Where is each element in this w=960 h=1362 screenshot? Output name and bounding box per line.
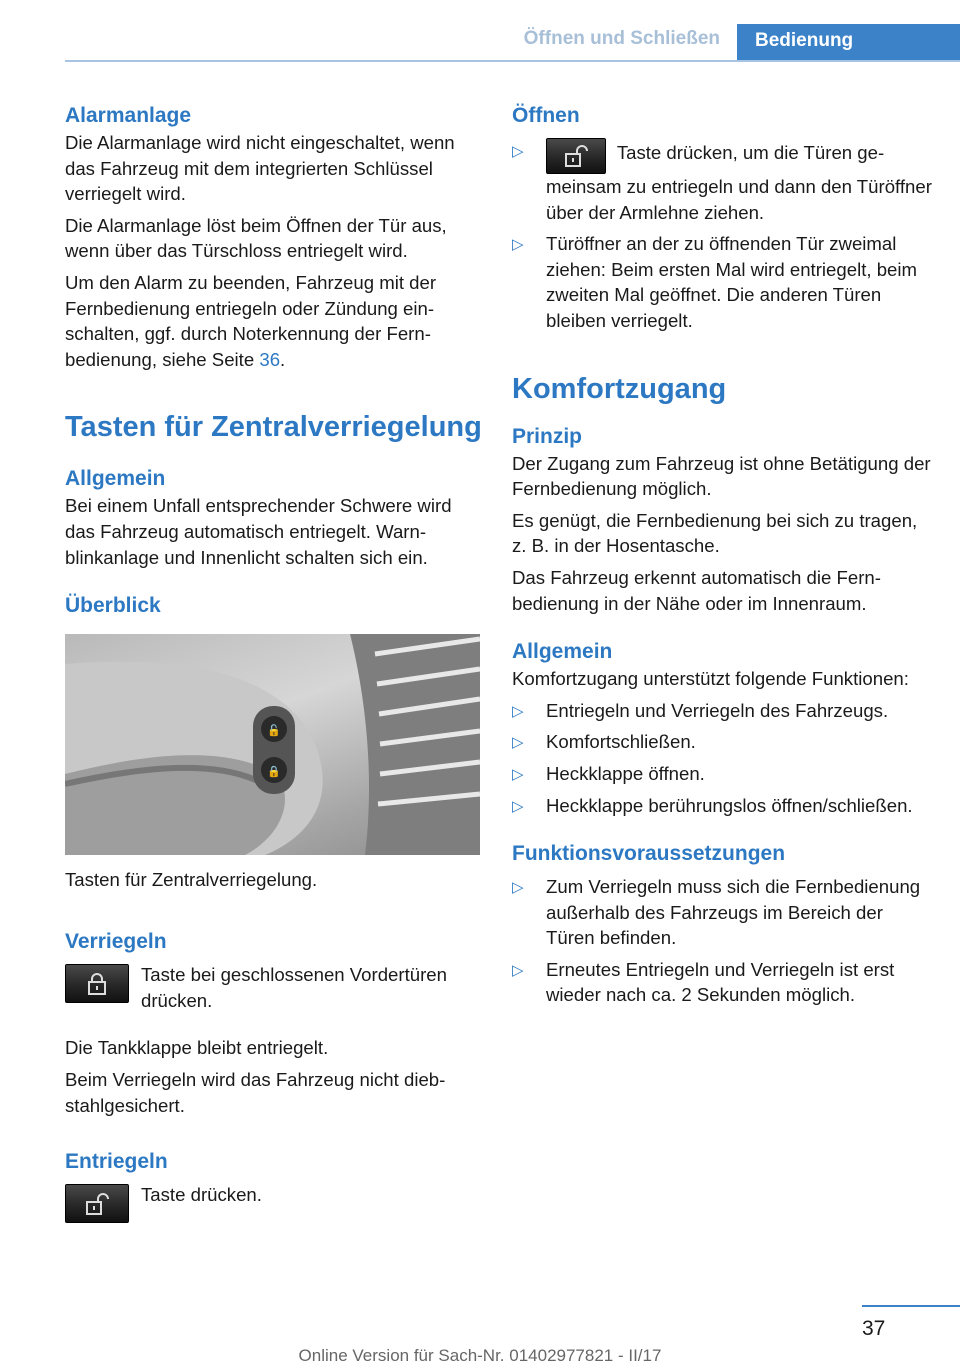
open-heading: Öffnen bbox=[512, 104, 580, 127]
page-reference-link[interactable]: 36 bbox=[259, 348, 281, 370]
general-paragraph-right: Komfortzugang unterstützt folgende Funktionen: bbox=[512, 668, 909, 690]
triangle-bullet-icon: ▷ bbox=[512, 797, 524, 815]
list-item: ▷ Heckklappe öffnen. bbox=[512, 761, 932, 787]
alarm-paragraph-1: Die Alarmanlage wird nicht eingeschaltet, wenn das Fahrzeug mit dem integrierten Schlüssel verriegelt wird. bbox=[65, 132, 455, 205]
triangle-bullet-icon: ▷ bbox=[512, 702, 524, 720]
principle-paragraph-1: Der Zugang zum Fahrzeug ist ohne Betätigung der Fernbedienung möglich. bbox=[512, 452, 931, 500]
unlock-heading: Entriegeln bbox=[65, 1150, 168, 1174]
online-version-text: Online Version für Sach-Nr. 01402977821 - II/17 bbox=[298, 1346, 662, 1362]
list-item: ▷ Komfortschließen. bbox=[512, 729, 932, 755]
list-item: ▷ Erneutes Entriegeln und Verriegeln ist erst wieder nach ca. 2 Sekunden möglich. bbox=[512, 958, 895, 1006]
general-heading: Allgemein bbox=[65, 467, 166, 491]
page-number: 37 bbox=[862, 1317, 886, 1340]
door-panel-photo bbox=[65, 634, 480, 855]
alarm-heading: Alarmanlage bbox=[65, 104, 192, 127]
general-paragraph: Bei einem Unfall entsprechender Schwere wird das Fahrzeug automatisch entriegelt. Warnblinkanlage und Innenlicht schalten sich ein. bbox=[65, 495, 452, 568]
functions-list bbox=[512, 698, 932, 818]
header-divider bbox=[65, 60, 960, 62]
footer-divider bbox=[862, 1305, 960, 1307]
figure-caption: Tasten für Zentralverriegelung. bbox=[65, 869, 318, 891]
triangle-bullet-icon: ▷ bbox=[512, 143, 524, 160]
open-list bbox=[512, 138, 932, 334]
triangle-bullet-icon: ▷ bbox=[512, 236, 524, 254]
principle-paragraph-2: Es genügt, die Fernbedienung bei sich zu tragen, z. B. in der Hosentasche. bbox=[512, 509, 918, 557]
unlock-key-description: Taste drücken. bbox=[141, 1184, 262, 1206]
svg-text:🔒: 🔒 bbox=[267, 766, 281, 779]
lock-heading: Verriegeln bbox=[65, 930, 167, 954]
list-item: ▷ Heckklappe berührungslos öffnen/schließen. bbox=[512, 793, 932, 819]
list-item: ▷ Türöffner an der zu öffnenden Tür zweimal ziehen: Beim ersten Mal wird entriegelt, beim zweiten Mal geöffnet. Die anderen Türen bleiben verriegelt. bbox=[512, 233, 918, 331]
central-locking-heading: Tasten für Zentralverriegelung bbox=[65, 411, 482, 444]
requirements-heading: Funktionsvoraussetzungen bbox=[512, 842, 786, 866]
triangle-bullet-icon: ▷ bbox=[512, 961, 524, 979]
unlock-button-icon bbox=[65, 1184, 129, 1223]
lock-paragraph-1: Die Tankklappe bleibt entriegelt. bbox=[65, 1037, 329, 1059]
triangle-bullet-icon: ▷ bbox=[512, 879, 524, 897]
alarm-paragraph-3: Um den Alarm zu beenden, Fahrzeug mit der Fernbedienung entriegeln oder Zündung einschalten, ggf. durch Noterkennung der Fernbedienung, siehe Seite 36. bbox=[65, 271, 437, 370]
principle-heading: Prinzip bbox=[512, 424, 583, 448]
list-item: ▷ Entriegeln und Verriegeln des Fahrzeugs. bbox=[512, 698, 932, 724]
triangle-bullet-icon: ▷ bbox=[512, 765, 524, 783]
unlock-key-row bbox=[65, 1184, 485, 1223]
header-section-title: Öffnen und Schließen bbox=[523, 28, 720, 49]
door-panel-illustration bbox=[65, 634, 480, 855]
alarm-paragraph-2: Die Alarmanlage löst beim Öffnen der Tür aus, wenn über das Türschloss entriegelt wird. bbox=[65, 214, 447, 262]
list-item: ▷ Taste drücken, um die Türen gemeinsam zu entriegeln und dann den Türöffner über der Armlehne ziehen. bbox=[512, 138, 932, 225]
lock-key-row bbox=[65, 964, 485, 1013]
requirements-list bbox=[512, 874, 932, 1008]
unlock-button-icon bbox=[546, 138, 606, 174]
general-heading-right: Allgemein bbox=[512, 640, 613, 664]
lock-paragraph-2: Beim Verriegeln wird das Fahrzeug nicht diebstahlgesichert. bbox=[65, 1068, 446, 1116]
principle-paragraph-3: Das Fahrzeug erkennt automatisch die Fernbedienung in der Nähe oder im Innenraum. bbox=[512, 566, 881, 614]
svg-text:🔓: 🔓 bbox=[267, 725, 281, 738]
lock-key-description: Taste bei geschlossenen Vordertüren drücken. bbox=[141, 964, 447, 1011]
comfort-access-heading: Komfortzugang bbox=[512, 372, 727, 405]
overview-heading: Überblick bbox=[65, 594, 161, 618]
triangle-bullet-icon: ▷ bbox=[512, 734, 524, 752]
header-chapter-tab[interactable]: Bedienung bbox=[737, 24, 960, 62]
left-column bbox=[65, 102, 485, 1223]
right-column bbox=[512, 102, 932, 1008]
lock-button-icon bbox=[65, 964, 129, 1003]
list-item: ▷ Zum Verriegeln muss sich die Fernbedienung außerhalb des Fahrzeugs im Bereich der Türen befinden. bbox=[512, 876, 921, 949]
